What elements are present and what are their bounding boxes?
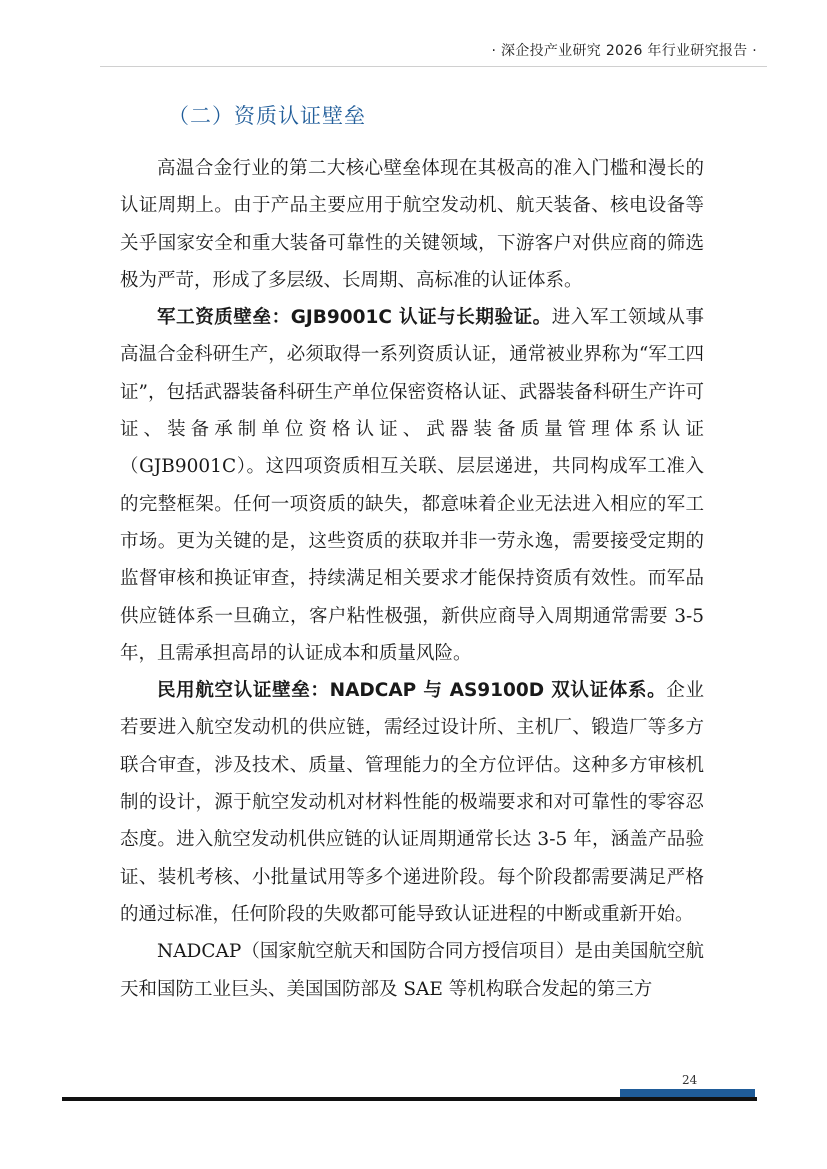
paragraph-body: NADCAP（国家航空航天和国防合同方授信项目）是由美国航空航天和国防工业巨头、美国国防部及 SAE 等机构联合发起的第三方 [120,941,704,1000]
section-title: （二）资质认证壁垒 [168,104,366,128]
paragraph-body: 进入军工领域从事高温合金科研生产，必须取得一系列资质认证，通常被业界称为“军工四证”，包括武器装备科研生产单位保密资格认证、武器装备科研生产许可证、装备承制单位资格认证、武器装备质量管理体系认证（GJB9001C）。这四项资质相互关联、层层递进，共同构成军工准入的完整框架。任何一项资质的缺失，都意味着企业无法进入相应的军工市场。更为关键的是，这些资质的获取并非一劳永逸，需要接受定期的监督审核和换证审查，持续满足相关要求才能保持资质有效性。而军品供应链体系一旦确立，客户粘性极强，新供应商导入周期通常需要 3-5 年，且需承担高昂的认证成本和质量风险。 [120,307,704,664]
paragraph [120,299,704,672]
page-number: 24 [682,1073,698,1087]
paragraph [120,672,704,933]
paragraph-body: 高温合金行业的第二大核心壁垒体现在其极高的准入门槛和漫长的认证周期上。由于产品主要应用于航空发动机、航天装备、核电设备等关乎国家安全和重大装备可靠性的关键领域，下游客户对供应商的筛选极为严苛，形成了多层级、长周期、高标准的认证体系。 [120,158,704,291]
paragraph-body: 企业若要进入航空发动机的供应链，需经过设计所、主机厂、锻造厂等多方联合审查，涉及技术、质量、管理能力的全方位评估。这种多方审核机制的设计，源于航空发动机对材料性能的极端要求和对可靠性的零容忍态度。进入航空发动机供应链的认证周期通常长达 3-5 年，涵盖产品验证、装机考核、小批量试用等多个递进阶段。每个阶段都需要满足严格的通过标准，任何阶段的失败都可能导致认证进程的中断或重新开始。 [120,680,704,925]
body-text [120,150,704,1008]
page-header: · 深企投产业研究 2026 年行业研究报告 · [491,43,757,59]
paragraph [120,933,704,1008]
paragraph [120,150,704,299]
footer-rule [62,1097,757,1101]
footer-accent-bar [620,1089,755,1097]
header-divider [100,66,767,67]
paragraph-lead: 民用航空认证壁垒：NADCAP 与 AS9100D 双认证体系。 [157,680,667,702]
paragraph-lead: 军工资质壁垒：GJB9001C 认证与长期验证。 [157,307,552,329]
